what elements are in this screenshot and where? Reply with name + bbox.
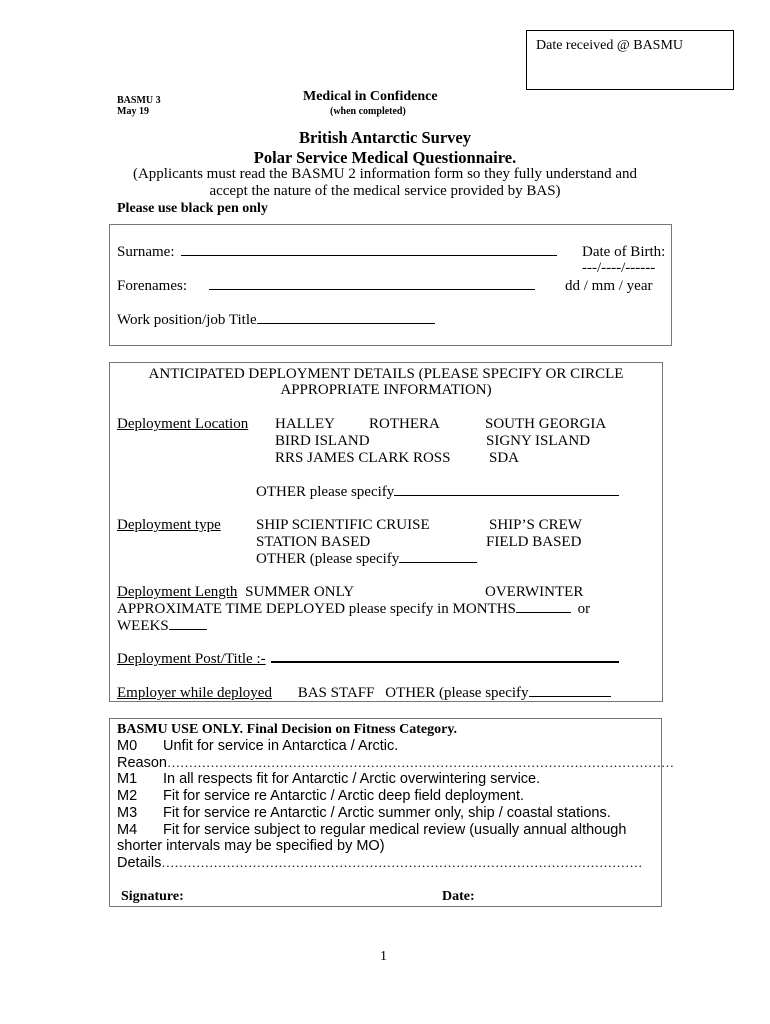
type-other-row [256,551,477,568]
title-form: Polar Service Medical Questionnaire. [253,148,517,167]
location-other-field[interactable] [394,495,619,496]
employer-other-field[interactable] [529,696,611,697]
weeks-row [117,618,207,635]
location-bird-island[interactable]: BIRD ISLAND [275,433,370,449]
location-other-row [256,484,619,501]
reason-label: Reason [117,755,167,771]
confidentiality-heading: Medical in Confidence [303,89,438,104]
m4-text-continued: shorter intervals may be specified by MO) [117,838,385,854]
details-row [117,855,642,871]
weeks-label: WEEKS [117,618,169,634]
work-position-row [117,312,435,329]
instruction-line-2: accept the nature of the medical service provided by BAS) [209,183,561,199]
confidentiality-note: (when completed) [330,106,406,117]
date-received-label: Date received @ BASMU [536,38,684,53]
type-station-based[interactable]: STATION BASED [256,534,371,550]
title-organisation: British Antarctic Survey [298,128,472,147]
reason-row [117,755,674,771]
deployment-post-field[interactable] [271,661,619,663]
location-rothera[interactable]: ROTHERA [369,416,440,432]
or-text: or [577,601,591,617]
m3-text: Fit for service re Antarctic / Arctic summer only, ship / coastal stations. [163,805,611,821]
forenames-field[interactable] [209,289,535,290]
dob-label: Date of Birth: [582,244,666,260]
m0-code[interactable]: M0 [117,738,138,754]
employer-bas-staff[interactable]: BAS STAFF [297,685,375,701]
forenames-label: Forenames: [117,278,187,294]
surname-label: Surname: [117,244,175,260]
m4-code[interactable]: M4 [117,822,138,838]
employer-row [117,685,611,702]
signature-label[interactable]: Signature: [121,889,184,904]
date-label[interactable]: Date: [442,889,475,904]
employer-other-label: OTHER (please specify [385,685,529,701]
type-field-based[interactable]: FIELD BASED [486,534,582,550]
details-field[interactable]: ………………………………………………………………………………………………… [161,855,643,870]
m2-text: Fit for service re Antarctic / Arctic deep field deployment. [163,788,525,804]
work-position-field[interactable] [257,323,435,324]
deployment-post-label: Deployment Post/Title :- [117,651,266,667]
months-field[interactable] [516,612,571,613]
location-halley[interactable]: HALLEY [275,416,335,432]
m1-code[interactable]: M1 [117,771,138,787]
length-overwinter[interactable]: OVERWINTER [485,584,584,600]
type-ships-crew[interactable]: SHIP’S CREW [489,517,582,533]
deployment-location-label: Deployment Location [117,416,249,432]
work-position-label: Work position/job Title [117,312,257,328]
dob-format: dd / mm / year [565,278,653,294]
deployment-type-label: Deployment type [117,517,221,533]
location-south-georgia[interactable]: SOUTH GEORGIA [485,416,607,432]
approx-time-row [117,601,590,618]
location-other-label: OTHER please specify [256,484,395,500]
surname-field[interactable] [181,255,557,256]
deployment-heading-1: ANTICIPATED DEPLOYMENT DETAILS (PLEASE SPECIFY OR CIRCLE [148,366,624,382]
pen-note: Please use black pen only [117,201,268,216]
surname-row [117,244,557,261]
m3-code[interactable]: M3 [117,805,138,821]
m0-text: Unfit for service in Antarctica / Arctic. [163,738,399,754]
employer-label: Employer while deployed [117,685,272,701]
deployment-length-row [117,584,354,601]
length-summer-only[interactable]: SUMMER ONLY [245,584,355,600]
approx-time-label: APPROXIMATE TIME DEPLOYED please specify in MONTHS [117,601,516,617]
type-other-label: OTHER (please specify [256,551,400,567]
deployment-heading-2: APPROPRIATE INFORMATION) [280,382,492,398]
location-sda[interactable]: SDA [489,450,520,466]
m4-text: Fit for service subject to regular medical review (usually annual although [163,822,627,838]
m1-text: In all respects fit for Antarctic / Arctic overwintering service. [163,771,541,787]
page-number: 1 [380,949,387,964]
type-ship-scientific-cruise[interactable]: SHIP SCIENTIFIC CRUISE [256,517,430,533]
m2-code[interactable]: M2 [117,788,138,804]
location-rrs-james-clark-ross[interactable]: RRS JAMES CLARK ROSS [275,450,451,466]
details-label: Details [117,855,162,871]
basmu-use-heading: BASMU USE ONLY. Final Decision on Fitness Category. [117,722,458,737]
form-date: May 19 [117,106,149,117]
type-other-field[interactable] [399,562,477,563]
weeks-field[interactable] [169,629,207,630]
form-code: BASMU 3 [117,95,161,106]
location-signy-island[interactable]: SIGNY ISLAND [486,433,591,449]
reason-field[interactable]: ……………………………………………………………………………………………………… [166,755,674,770]
forenames-row [117,278,535,295]
dob-field[interactable]: ---/----/------ [582,260,656,276]
instruction-line-1: (Applicants must read the BASMU 2 information form so they fully understand and [132,166,638,182]
date-received-box[interactable] [526,30,734,90]
deployment-length-label: Deployment Length [117,584,238,600]
deployment-post-row [117,651,619,668]
